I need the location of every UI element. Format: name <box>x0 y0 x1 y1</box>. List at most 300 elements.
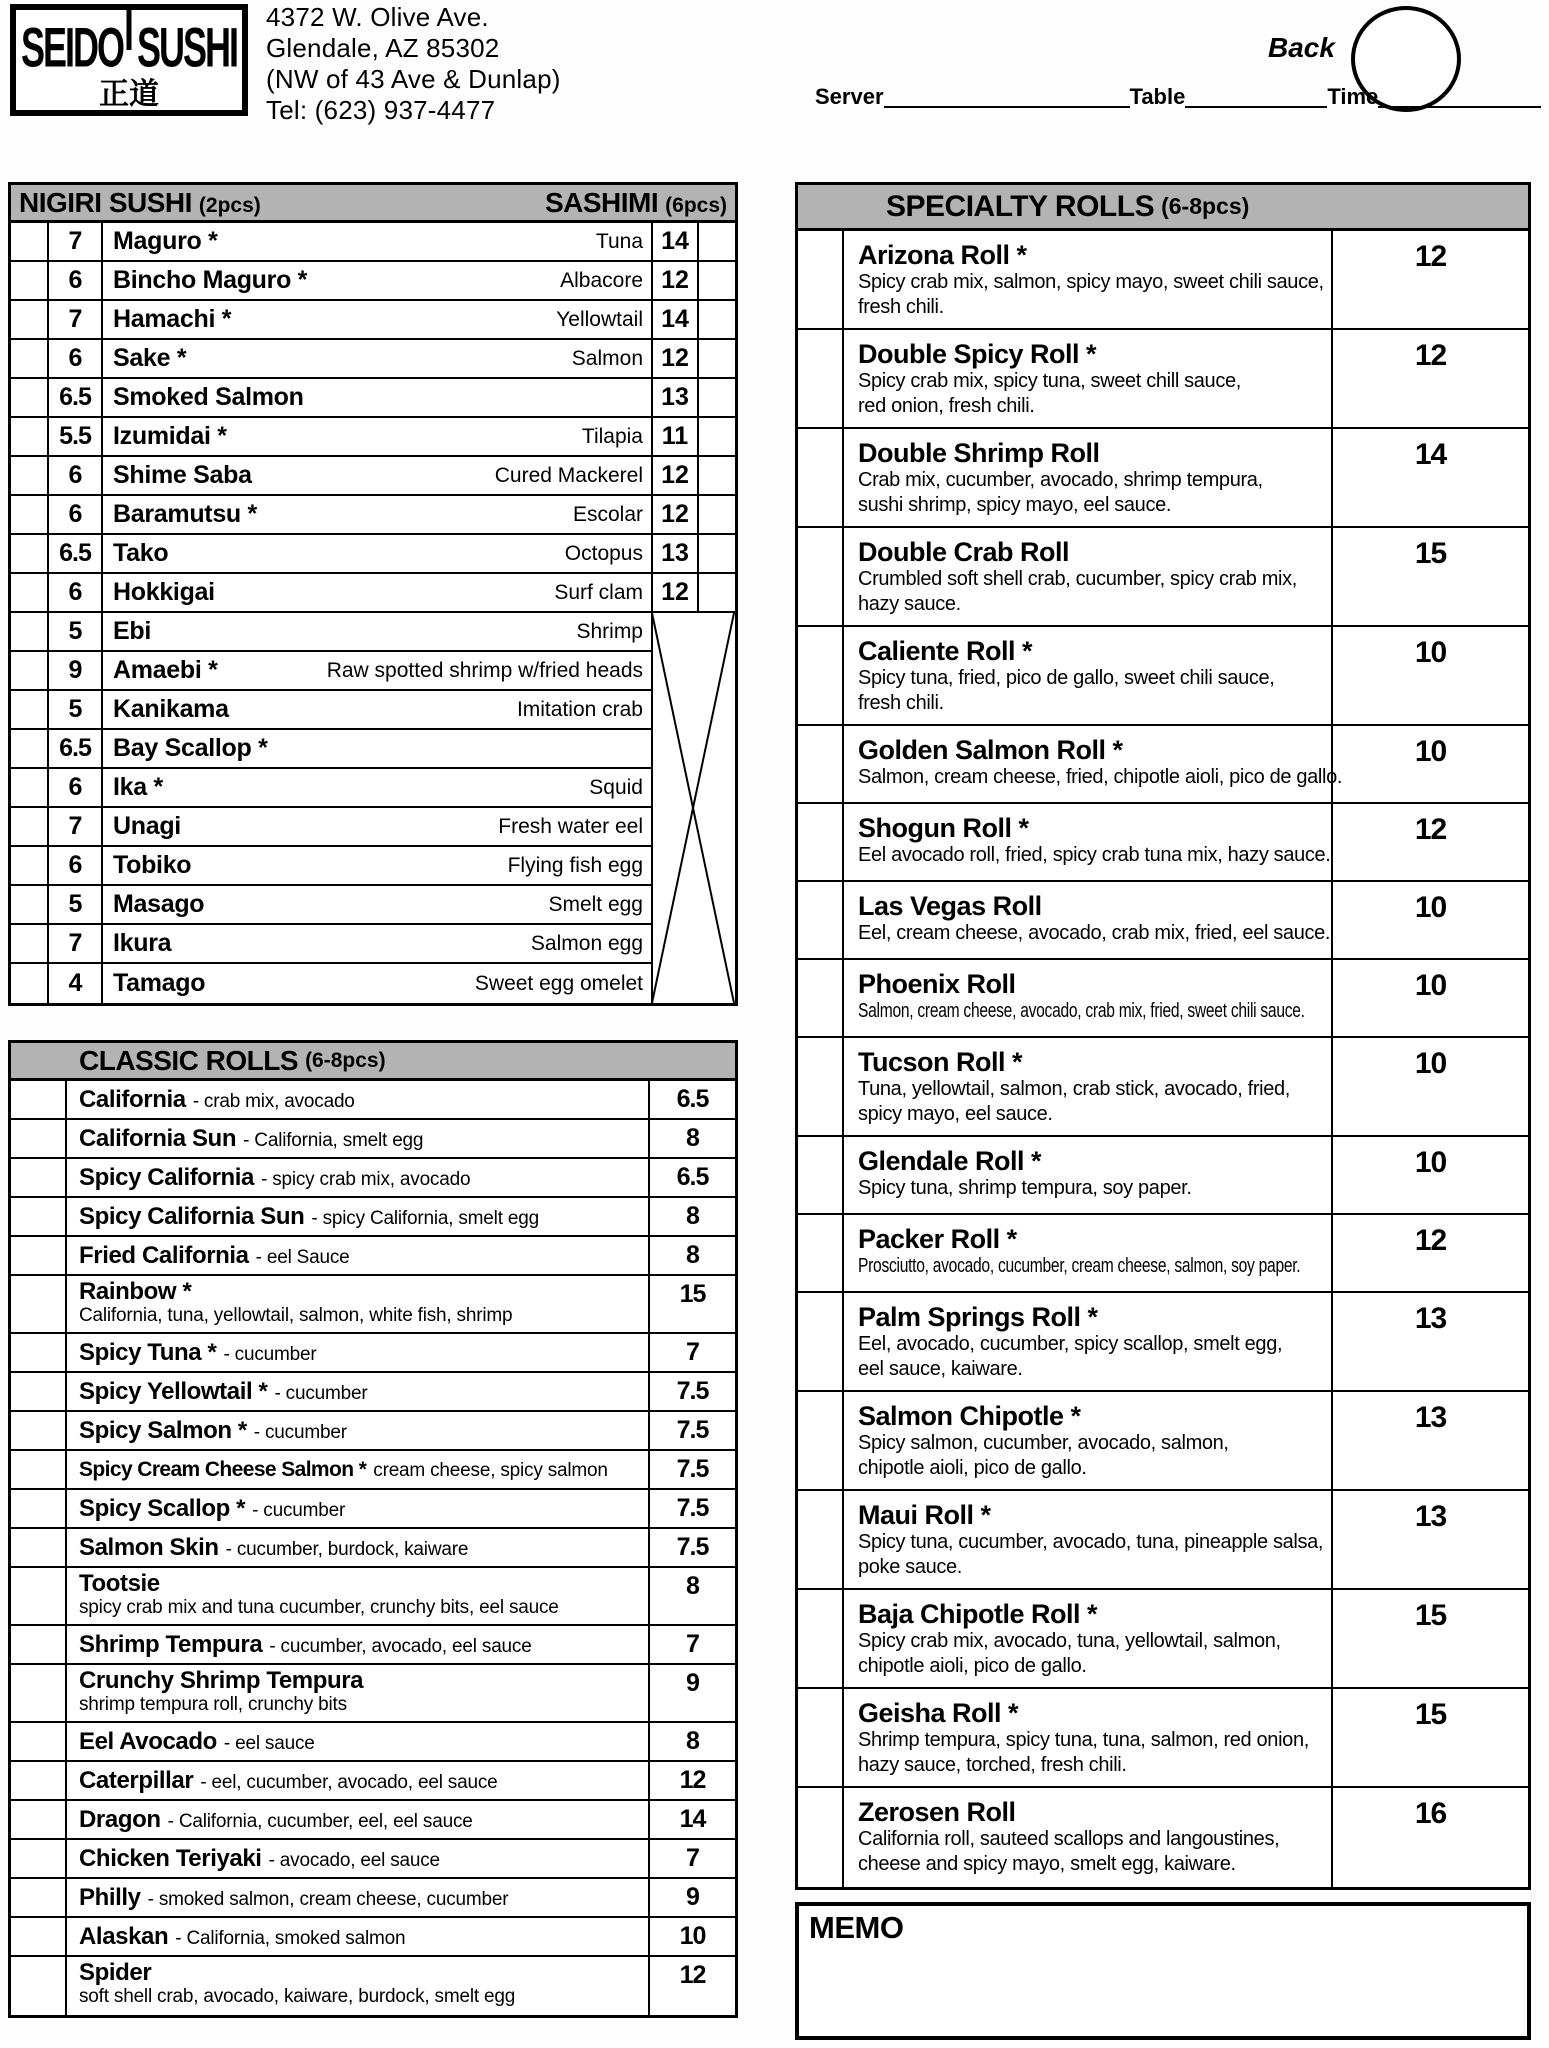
nigiri-price: 6 <box>47 457 101 496</box>
logo-wordmark <box>20 15 238 79</box>
item-name: Maguro * <box>113 227 218 255</box>
item-english-name: Tilapia <box>581 424 643 448</box>
item-name: Philly <box>79 1883 141 1911</box>
item-price: 10 <box>1331 882 1528 958</box>
item-name: Caterpillar <box>79 1766 194 1794</box>
classic-roll-row <box>11 1879 735 1918</box>
nigiri-price: 7 <box>47 925 101 964</box>
classic-qty-cell[interactable] <box>11 1801 65 1838</box>
sashimi-qty-cell[interactable] <box>697 262 735 301</box>
item-description: spicy crab mix and tuna cucumber, crunchy bits, eel sauce <box>79 1597 559 1618</box>
classic-qty-cell[interactable] <box>11 1120 65 1157</box>
specialty-qty-cell[interactable] <box>798 804 842 880</box>
item-description: - eel, cucumber, avocado, eel sauce <box>200 1771 498 1793</box>
item-description: - California, cucumber, eel, eel sauce <box>167 1810 473 1832</box>
item-price: 15 <box>1331 528 1528 625</box>
item-name-line <box>79 1570 644 1598</box>
item-name-line <box>79 1534 644 1562</box>
item-description: Eel, avocado, cucumber, spicy scallop, smelt egg, <box>858 1333 1283 1356</box>
item-price: 15 <box>1331 1689 1528 1786</box>
nigiri-row <box>11 886 735 925</box>
nigiri-row <box>11 457 735 496</box>
nigiri-qty-cell[interactable] <box>11 574 47 613</box>
specialty-roll-row <box>798 1689 1528 1788</box>
nigiri-item <box>101 418 651 457</box>
item-name: Tako <box>113 539 169 567</box>
specialty-qty-cell[interactable] <box>798 1392 842 1489</box>
classic-roll-item <box>65 1451 648 1488</box>
item-english-name: Imitation crab <box>516 697 643 721</box>
item-name: Tootsie <box>79 1570 160 1597</box>
item-name: Salmon Chipotle * <box>858 1401 1081 1431</box>
item-name-line <box>79 1959 644 1987</box>
item-name: Smoked Salmon <box>113 383 304 411</box>
item-name: Eel Avocado <box>79 1727 217 1755</box>
nigiri-price: 6 <box>47 769 101 808</box>
specialty-qty-cell[interactable] <box>798 1038 842 1135</box>
classic-roll-item <box>65 1159 648 1196</box>
sashimi-qty-cell[interactable] <box>697 223 735 262</box>
classic-qty-cell[interactable] <box>11 1879 65 1916</box>
item-english-name: Shrimp <box>576 619 643 643</box>
sashimi-not-available-cell <box>651 964 735 1003</box>
item-name: Hamachi * <box>113 305 232 333</box>
item-name: Spicy Scallop * <box>79 1494 246 1522</box>
item-description: eel sauce, kaiware. <box>858 1357 1023 1380</box>
nigiri-qty-cell[interactable] <box>11 301 47 340</box>
nigiri-price: 7 <box>47 808 101 847</box>
item-description: cheese and spicy mayo, smelt egg, kaiware. <box>858 1852 1236 1875</box>
nigiri-item <box>101 262 651 301</box>
item-name: Sake * <box>113 344 187 372</box>
item-description: - California, smelt egg <box>243 1129 424 1151</box>
sashimi-qty-cell[interactable] <box>697 418 735 457</box>
classic-qty-cell[interactable] <box>11 1159 65 1196</box>
item-name-line <box>79 1086 644 1114</box>
specialty-qty-cell[interactable] <box>798 231 842 328</box>
nigiri-row <box>11 379 735 418</box>
classic-roll-row <box>11 1237 735 1276</box>
sashimi-price: 12 <box>651 574 697 613</box>
classic-roll-row <box>11 1120 735 1159</box>
specialty-qty-cell[interactable] <box>798 1215 842 1291</box>
item-description: Tuna, yellowtail, salmon, crab stick, avocado, fried, <box>858 1078 1291 1101</box>
item-name-line <box>79 1728 644 1756</box>
specialty-qty-cell[interactable] <box>798 429 842 526</box>
sashimi-price: 13 <box>651 535 697 574</box>
specialty-qty-cell[interactable] <box>798 1788 842 1887</box>
item-english-name: Yellowtail <box>556 307 643 331</box>
item-price: 8 <box>648 1568 735 1624</box>
classic-roll-item <box>65 1918 648 1955</box>
classic-roll-item <box>65 1490 648 1527</box>
item-price: 8 <box>648 1198 735 1235</box>
item-description: Salmon, cream cheese, avocado, crab mix, fried, sweet chili sauce. <box>858 1000 1305 1023</box>
item-price: 7.5 <box>648 1529 735 1566</box>
item-price: 6.5 <box>648 1081 735 1118</box>
sashimi-price: 11 <box>651 418 697 457</box>
item-name: Unagi <box>113 812 181 840</box>
logo-word-seido: SEIDO <box>20 15 123 79</box>
sashimi-not-available-cell <box>651 613 735 652</box>
item-english-name: Fresh water eel <box>498 814 643 838</box>
item-price: 12 <box>648 1957 735 2015</box>
nigiri-row <box>11 574 735 613</box>
nigiri-price: 6 <box>47 496 101 535</box>
nigiri-price: 6 <box>47 574 101 613</box>
specialty-title: SPECIALTY ROLLS <box>886 189 1155 223</box>
nigiri-price: 7 <box>47 301 101 340</box>
specialty-qty-cell[interactable] <box>798 1137 842 1213</box>
sashimi-not-available-cell <box>651 886 735 925</box>
nigiri-qty-cell[interactable] <box>11 691 47 730</box>
memo-box[interactable] <box>795 1902 1531 2040</box>
classic-qty-cell[interactable] <box>11 1451 65 1488</box>
classic-section-header <box>11 1043 735 1081</box>
specialty-qty-cell[interactable] <box>798 726 842 802</box>
classic-qty-cell[interactable] <box>11 1529 65 1566</box>
sashimi-price: 12 <box>651 262 697 301</box>
specialty-qty-cell[interactable] <box>798 627 842 724</box>
item-price: 8 <box>648 1120 735 1157</box>
item-description: - California, smoked salmon <box>175 1927 406 1949</box>
item-name: Spider <box>79 1959 152 1986</box>
specialty-roll-row <box>798 726 1528 804</box>
item-name-line <box>79 1417 644 1445</box>
specialty-rolls-table <box>795 182 1531 1890</box>
specialty-roll-item <box>842 1215 1331 1291</box>
item-name-line <box>79 1845 644 1873</box>
item-description: poke sauce. <box>858 1555 963 1578</box>
item-name: Las Vegas Roll <box>858 891 1042 921</box>
item-name: Hokkigai <box>113 578 215 606</box>
item-english-name: Flying fish egg <box>507 853 643 877</box>
classic-qty-cell[interactable] <box>11 1490 65 1527</box>
nigiri-row <box>11 418 735 457</box>
specialty-section-header <box>798 185 1528 231</box>
item-description: Spicy crab mix, salmon, spicy mayo, sweet chili sauce, <box>858 271 1324 294</box>
nigiri-qty-cell[interactable] <box>11 496 47 535</box>
specialty-qty-cell[interactable] <box>798 1491 842 1588</box>
item-name: Double Spicy Roll * <box>858 339 1097 369</box>
nigiri-row <box>11 925 735 964</box>
item-name-line <box>79 1203 644 1231</box>
sashimi-pcs: (6pcs) <box>665 193 727 217</box>
classic-rolls-table <box>8 1040 738 2018</box>
item-price: 10 <box>1331 627 1528 724</box>
nigiri-price: 6 <box>47 262 101 301</box>
sashimi-qty-cell[interactable] <box>697 535 735 574</box>
nigiri-qty-cell[interactable] <box>11 223 47 262</box>
item-name: California Sun <box>79 1124 237 1152</box>
nigiri-row <box>11 730 735 769</box>
item-description: - cucumber, avocado, eel sauce <box>269 1635 532 1657</box>
nigiri-row <box>11 769 735 808</box>
sashimi-not-available-cell <box>651 925 735 964</box>
sashimi-qty-cell[interactable] <box>697 457 735 496</box>
nigiri-item <box>101 808 651 847</box>
classic-qty-cell[interactable] <box>11 1918 65 1955</box>
sashimi-not-available-cell <box>651 691 735 730</box>
nigiri-item <box>101 886 651 925</box>
nigiri-qty-cell[interactable] <box>11 418 47 457</box>
sashimi-qty-cell[interactable] <box>697 301 735 340</box>
classic-roll-row <box>11 1957 735 2015</box>
server-input-line[interactable] <box>884 88 1130 108</box>
specialty-roll-item <box>842 1038 1331 1135</box>
item-price: 10 <box>1331 960 1528 1036</box>
specialty-qty-cell[interactable] <box>798 960 842 1036</box>
nigiri-qty-cell[interactable] <box>11 379 47 418</box>
item-description: fresh chili. <box>858 691 944 714</box>
specialty-roll-row <box>798 960 1528 1038</box>
specialty-roll-item <box>842 1689 1331 1786</box>
order-info-line <box>815 86 1541 108</box>
nigiri-qty-cell[interactable] <box>11 886 47 925</box>
item-price: 15 <box>1331 1590 1528 1687</box>
item-description: - cucumber <box>253 1421 347 1443</box>
item-price: 12 <box>648 1762 735 1799</box>
nigiri-price: 6.5 <box>47 379 101 418</box>
classic-roll-item <box>65 1626 648 1663</box>
nigiri-item <box>101 769 651 808</box>
sashimi-qty-cell[interactable] <box>697 574 735 613</box>
classic-roll-row <box>11 1373 735 1412</box>
classic-qty-cell[interactable] <box>11 1665 65 1721</box>
server-label: Server <box>815 84 884 109</box>
table-input-line[interactable] <box>1185 88 1327 108</box>
item-description: Spicy crab mix, spicy tuna, sweet chill sauce, <box>858 370 1241 393</box>
sashimi-price: 14 <box>651 223 697 262</box>
classic-qty-cell[interactable] <box>11 1237 65 1274</box>
classic-pcs: (6-8pcs) <box>305 1048 386 1072</box>
classic-roll-item <box>65 1957 648 2015</box>
specialty-roll-row <box>798 330 1528 429</box>
item-description: California roll, sauteed scallops and langoustines, <box>858 1828 1280 1851</box>
item-name: Shogun Roll * <box>858 813 1029 843</box>
classic-roll-row <box>11 1762 735 1801</box>
item-price: 12 <box>1331 330 1528 427</box>
classic-roll-row <box>11 1412 735 1451</box>
specialty-qty-cell[interactable] <box>798 1293 842 1390</box>
classic-roll-item <box>65 1665 648 1721</box>
nigiri-price: 5 <box>47 691 101 730</box>
item-description: Eel, cream cheese, avocado, crab mix, fried, eel sauce. <box>858 922 1331 945</box>
time-input-line[interactable] <box>1378 88 1541 108</box>
item-price: 12 <box>1331 1215 1528 1291</box>
nigiri-section-header <box>11 185 735 223</box>
item-description: chipotle aioli, pico de gallo. <box>858 1654 1087 1677</box>
item-english-name: Salmon egg <box>530 931 643 955</box>
item-price: 8 <box>648 1237 735 1274</box>
item-price: 7.5 <box>648 1451 735 1488</box>
item-name: Ebi <box>113 617 151 645</box>
classic-roll-item <box>65 1373 648 1410</box>
item-english-name: Cured Mackerel <box>494 463 643 487</box>
item-name-line <box>79 1923 644 1951</box>
sashimi-not-available-cell <box>651 847 735 886</box>
item-price: 12 <box>1331 231 1528 328</box>
item-name-line <box>79 1125 644 1153</box>
item-name: Maui Roll * <box>858 1500 991 1530</box>
specialty-qty-cell[interactable] <box>798 330 842 427</box>
classic-roll-item <box>65 1879 648 1916</box>
nigiri-qty-cell[interactable] <box>11 925 47 964</box>
sashimi-not-available-cell <box>651 808 735 847</box>
classic-roll-item <box>65 1198 648 1235</box>
sashimi-qty-cell[interactable] <box>697 379 735 418</box>
nigiri-item <box>101 340 651 379</box>
item-name: Fried California <box>79 1241 249 1269</box>
nigiri-qty-cell[interactable] <box>11 769 47 808</box>
specialty-roll-item <box>842 627 1331 724</box>
item-description: - cucumber, burdock, kaiware <box>225 1538 469 1560</box>
logo-kanji: 正道 <box>99 78 159 111</box>
nigiri-item <box>101 379 651 418</box>
item-description: fresh chili. <box>858 295 944 318</box>
classic-qty-cell[interactable] <box>11 1412 65 1449</box>
item-description: Spicy tuna, cucumber, avocado, tuna, pineapple salsa, <box>858 1531 1324 1554</box>
nigiri-qty-cell[interactable] <box>11 652 47 691</box>
specialty-roll-item <box>842 1392 1331 1489</box>
nigiri-qty-cell[interactable] <box>11 613 47 652</box>
sashimi-qty-cell[interactable] <box>697 340 735 379</box>
item-description: - spicy California, smelt egg <box>311 1207 539 1229</box>
specialty-roll-item <box>842 1491 1331 1588</box>
sashimi-price: 13 <box>651 379 697 418</box>
item-description: hazy sauce, torched, fresh chili. <box>858 1753 1127 1776</box>
nigiri-item <box>101 925 651 964</box>
back-label: Back <box>1268 32 1335 63</box>
item-description: cream cheese, spicy salmon <box>373 1459 608 1481</box>
item-name-line <box>79 1806 644 1834</box>
nigiri-qty-cell[interactable] <box>11 457 47 496</box>
classic-qty-cell[interactable] <box>11 1081 65 1118</box>
classic-roll-row <box>11 1490 735 1529</box>
nigiri-price: 7 <box>47 223 101 262</box>
nigiri-item <box>101 730 651 769</box>
classic-qty-cell[interactable] <box>11 1626 65 1663</box>
item-english-name: Albacore <box>560 268 643 292</box>
nigiri-row <box>11 808 735 847</box>
specialty-qty-cell[interactable] <box>798 882 842 958</box>
item-price: 7.5 <box>648 1490 735 1527</box>
item-description: Eel avocado roll, fried, spicy crab tuna mix, hazy sauce. <box>858 844 1331 867</box>
classic-qty-cell[interactable] <box>11 1568 65 1624</box>
item-price: 7 <box>648 1840 735 1877</box>
item-description: California, tuna, yellowtail, salmon, white fish, shrimp <box>79 1305 513 1326</box>
nigiri-row <box>11 301 735 340</box>
item-description: chipotle aioli, pico de gallo. <box>858 1456 1087 1479</box>
item-description: - eel sauce <box>223 1732 315 1754</box>
classic-roll-row <box>11 1665 735 1723</box>
classic-roll-row <box>11 1276 735 1334</box>
classic-rows <box>11 1081 735 2015</box>
sashimi-price: 12 <box>651 496 697 535</box>
item-description: - avocado, eel sauce <box>268 1849 440 1871</box>
item-name-line <box>79 1242 644 1270</box>
classic-roll-row <box>11 1568 735 1626</box>
classic-roll-item <box>65 1568 648 1624</box>
classic-qty-cell[interactable] <box>11 1276 65 1332</box>
item-description: Crumbled soft shell crab, cucumber, spicy crab mix, <box>858 568 1297 591</box>
item-name: Salmon Skin <box>79 1533 219 1561</box>
item-name: Ika * <box>113 773 163 801</box>
nigiri-qty-cell[interactable] <box>11 340 47 379</box>
specialty-qty-cell[interactable] <box>798 1689 842 1786</box>
item-english-name: Smelt egg <box>548 892 643 916</box>
item-name: Spicy Salmon * <box>79 1416 247 1444</box>
nigiri-qty-cell[interactable] <box>11 964 47 1003</box>
item-price: 13 <box>1331 1392 1528 1489</box>
classic-roll-item <box>65 1276 648 1332</box>
specialty-roll-item <box>842 1293 1331 1390</box>
nigiri-item <box>101 847 651 886</box>
nigiri-qty-cell[interactable] <box>11 535 47 574</box>
classic-roll-row <box>11 1451 735 1490</box>
item-name: Palm Springs Roll * <box>858 1302 1098 1332</box>
item-description: Spicy salmon, cucumber, avocado, salmon, <box>858 1432 1229 1455</box>
item-name: Spicy California <box>79 1163 254 1191</box>
item-description: Spicy crab mix, avocado, tuna, yellowtail, salmon, <box>858 1630 1281 1653</box>
nigiri-row <box>11 613 735 652</box>
item-description: Salmon, cream cheese, fried, chipotle aioli, pico de gallo. <box>858 766 1343 789</box>
logo-word-sushi: SUSHI <box>137 15 238 79</box>
item-english-name: Raw spotted shrimp w/fried heads <box>326 658 643 682</box>
item-name: Phoenix Roll <box>858 969 1016 999</box>
item-name: Golden Salmon Roll * <box>858 735 1123 765</box>
nigiri-price: 9 <box>47 652 101 691</box>
nigiri-row <box>11 652 735 691</box>
nigiri-item <box>101 613 651 652</box>
item-english-name: Tuna <box>595 229 643 253</box>
item-price: 13 <box>1331 1293 1528 1390</box>
classic-qty-cell[interactable] <box>11 1957 65 2015</box>
item-name: Tamago <box>113 969 206 997</box>
sashimi-qty-cell[interactable] <box>697 496 735 535</box>
item-name: Double Shrimp Roll <box>858 438 1100 468</box>
item-name-line <box>79 1458 644 1482</box>
nigiri-qty-cell[interactable] <box>11 262 47 301</box>
classic-qty-cell[interactable] <box>11 1373 65 1410</box>
nigiri-qty-cell[interactable] <box>11 847 47 886</box>
specialty-roll-row <box>798 1491 1528 1590</box>
item-english-name: Escolar <box>572 502 643 526</box>
item-price: 6.5 <box>648 1159 735 1196</box>
classic-qty-cell[interactable] <box>11 1198 65 1235</box>
classic-qty-cell[interactable] <box>11 1723 65 1760</box>
classic-qty-cell[interactable] <box>11 1334 65 1371</box>
item-price: 9 <box>648 1665 735 1721</box>
nigiri-qty-cell[interactable] <box>11 730 47 769</box>
specialty-roll-item <box>842 1590 1331 1687</box>
item-price: 7 <box>648 1626 735 1663</box>
item-name: Izumidai * <box>113 422 227 450</box>
specialty-qty-cell[interactable] <box>798 1590 842 1687</box>
item-description: red onion, fresh chili. <box>858 394 1035 417</box>
specialty-qty-cell[interactable] <box>798 528 842 625</box>
item-english-name: Salmon <box>571 346 643 370</box>
specialty-roll-item <box>842 231 1331 328</box>
classic-qty-cell[interactable] <box>11 1762 65 1799</box>
classic-roll-row <box>11 1626 735 1665</box>
nigiri-item <box>101 457 651 496</box>
nigiri-item <box>101 652 651 691</box>
item-name: Double Crab Roll <box>858 537 1070 567</box>
item-name: Amaebi * <box>113 656 218 684</box>
nigiri-qty-cell[interactable] <box>11 808 47 847</box>
classic-qty-cell[interactable] <box>11 1840 65 1877</box>
